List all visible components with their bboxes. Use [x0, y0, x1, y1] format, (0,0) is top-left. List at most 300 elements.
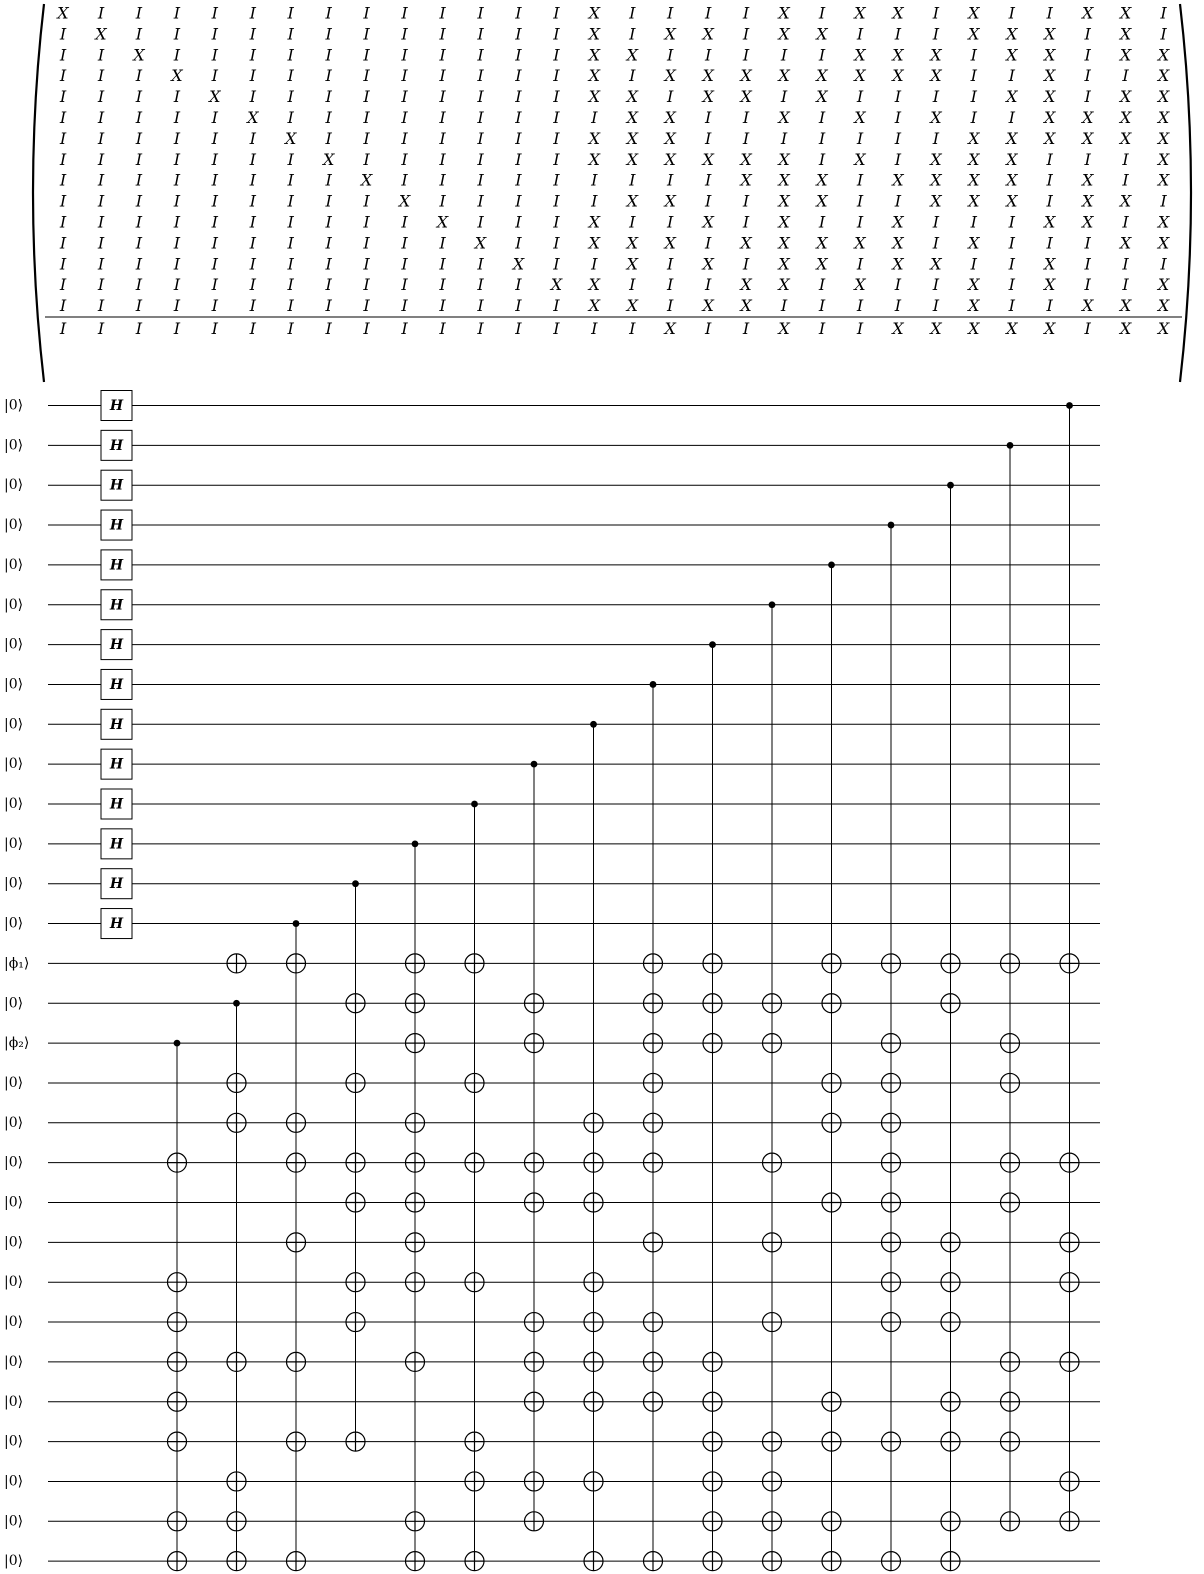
cnot-target	[465, 1153, 484, 1172]
cnot-target	[584, 1193, 603, 1212]
matrix-entry: X	[588, 275, 600, 295]
control-dot	[590, 721, 597, 728]
matrix-entry: X	[892, 170, 904, 190]
matrix-entry: I	[249, 87, 256, 107]
matrix-entry: I	[818, 296, 826, 316]
matrix-entry: I	[401, 296, 408, 316]
matrix-entry: I	[59, 87, 67, 107]
matrix-entry: X	[930, 149, 942, 169]
matrix-entry: I	[97, 191, 105, 211]
matrix-entry: I	[970, 45, 977, 65]
matrix-entry: I	[173, 170, 181, 190]
matrix-entry: I	[287, 149, 294, 169]
wire-label: |0⟩	[4, 556, 24, 573]
wire-label: |0⟩	[4, 1473, 24, 1490]
matrix-entry: I	[211, 296, 218, 316]
control-dot	[888, 522, 895, 529]
matrix-entry: I	[970, 212, 977, 232]
matrix-entry: I	[1046, 191, 1053, 211]
control-dot	[1066, 402, 1073, 409]
cnot-target	[346, 1073, 365, 1092]
matrix-entry: X	[360, 170, 373, 190]
matrix-entry: X	[1119, 296, 1132, 316]
matrix-entry: I	[363, 149, 370, 169]
wire-label: |0⟩	[4, 1513, 24, 1530]
matrix-entry: X	[57, 3, 69, 23]
matrix-entry: X	[740, 275, 752, 295]
matrix-entry: X	[1006, 87, 1018, 107]
matrix-entry: I	[59, 24, 67, 44]
matrix-entry: X	[1157, 212, 1170, 232]
matrix-entry: I	[515, 45, 522, 65]
wire-label: |0⟩	[4, 1353, 24, 1370]
matrix-entry: I	[553, 128, 560, 148]
hadamard-label: H	[109, 836, 124, 853]
matrix-entry: I	[211, 191, 218, 211]
cnot-target	[882, 1113, 901, 1132]
wire-label: |0⟩	[4, 915, 24, 932]
matrix-entry: I	[515, 191, 522, 211]
matrix-entry: I	[173, 319, 181, 338]
matrix-entry: I	[477, 191, 484, 211]
wire-label: |0⟩	[4, 437, 24, 454]
cnot-target	[644, 1552, 663, 1571]
wire-label: |0⟩	[4, 1194, 24, 1211]
matrix-entry: X	[398, 191, 411, 211]
cnot-target	[525, 1153, 544, 1172]
matrix-entry: I	[325, 319, 332, 338]
cnot-target	[703, 1034, 722, 1053]
matrix-entry: X	[778, 275, 790, 295]
cnot-target	[465, 1552, 484, 1571]
matrix-entry: I	[970, 87, 977, 107]
matrix-entry: X	[1157, 108, 1170, 127]
matrix-entry: I	[818, 108, 826, 127]
matrix-entry: X	[778, 233, 790, 253]
matrix-entry: I	[287, 170, 294, 190]
matrix-entry: I	[173, 254, 181, 274]
matrix-entry: X	[968, 128, 980, 148]
matrix-entry: I	[59, 66, 67, 86]
matrix-entry: I	[1008, 275, 1015, 295]
matrix-entry: I	[325, 296, 332, 316]
matrix-entry: I	[553, 296, 560, 316]
matrix-entry: I	[477, 296, 484, 316]
matrix-entry: I	[667, 254, 674, 274]
control-dot	[828, 562, 835, 569]
matrix-entry: I	[211, 212, 218, 232]
hadamard-label: H	[109, 876, 124, 893]
cnot-target	[525, 994, 544, 1013]
matrix-entry: X	[930, 45, 942, 65]
matrix-entry: X	[1082, 191, 1094, 211]
matrix-entry: I	[705, 275, 712, 295]
wire-label: |0⟩	[4, 1234, 24, 1251]
hadamard-label: H	[109, 477, 124, 494]
matrix-entry: X	[854, 45, 866, 65]
matrix-entry: I	[477, 149, 484, 169]
matrix-entry: X	[1119, 108, 1132, 127]
matrix-entry: I	[1122, 66, 1129, 86]
cnot-target	[1001, 1352, 1020, 1371]
matrix-entry: I	[173, 87, 181, 107]
matrix-entry: X	[892, 3, 904, 23]
wire-label: |0⟩	[4, 756, 24, 773]
matrix-entry: I	[97, 212, 105, 232]
matrix-entry: I	[477, 45, 484, 65]
matrix-entry: I	[211, 170, 218, 190]
matrix-entry: X	[968, 3, 980, 23]
matrix-entry: X	[1044, 108, 1056, 127]
cnot-target	[584, 1472, 603, 1491]
matrix-entry: I	[553, 254, 560, 274]
matrix-entry: I	[97, 170, 105, 190]
matrix-entry: X	[1044, 24, 1056, 44]
matrix-entry: I	[325, 45, 332, 65]
cnot-target	[346, 1153, 365, 1172]
matrix-entry: X	[854, 3, 866, 23]
cnot-target	[763, 1472, 782, 1491]
matrix-entry: I	[211, 45, 218, 65]
wire-label: |0⟩	[4, 1553, 24, 1570]
matrix-entry: I	[477, 87, 484, 107]
cnot-target	[584, 1313, 603, 1332]
matrix-entry: I	[59, 170, 67, 190]
wire-label: |0⟩	[4, 796, 24, 812]
cnot-target	[406, 1552, 425, 1571]
matrix-entry: I	[818, 275, 826, 295]
matrix-entry: I	[97, 108, 105, 127]
matrix-entry: I	[173, 3, 181, 23]
matrix-entry: I	[515, 108, 522, 127]
matrix-entry: I	[325, 275, 332, 295]
matrix-entry: I	[1008, 108, 1015, 127]
cnot-target	[168, 1552, 187, 1571]
matrix-entry: I	[1084, 24, 1091, 44]
matrix-entry: I	[667, 212, 674, 232]
cnot-target	[584, 1352, 603, 1371]
cnot-target	[941, 1233, 960, 1252]
matrix-entry: I	[932, 275, 940, 295]
matrix-entry: I	[553, 319, 560, 338]
cnot-target	[1060, 1233, 1079, 1252]
matrix-entry: I	[856, 212, 864, 232]
matrix-entry: X	[1119, 24, 1132, 44]
matrix-entry: X	[968, 319, 980, 338]
matrix-entry: X	[1157, 275, 1170, 295]
matrix-entry: I	[59, 128, 67, 148]
control-dot	[233, 1000, 240, 1007]
matrix-entry: X	[778, 108, 790, 127]
matrix-entry: I	[553, 233, 560, 253]
matrix-entry: X	[171, 66, 183, 86]
control-dot	[709, 641, 716, 648]
cnot-target	[644, 1233, 663, 1252]
matrix-entry: X	[588, 296, 600, 316]
cnot-target	[941, 1432, 960, 1451]
matrix-entry: X	[702, 212, 714, 232]
matrix-entry: I	[705, 128, 712, 148]
matrix-entry: X	[1044, 66, 1056, 86]
matrix-entry: X	[664, 191, 676, 211]
matrix-entry: I	[249, 66, 256, 86]
cnot-target	[584, 1273, 603, 1292]
matrix-entry: I	[629, 275, 636, 295]
matrix-entry: I	[439, 149, 446, 169]
matrix-entry: I	[135, 87, 143, 107]
cnot-target	[1060, 1472, 1079, 1491]
cnot-target	[1001, 1034, 1020, 1053]
matrix-entry: I	[59, 233, 67, 253]
matrix-entry: I	[515, 296, 522, 316]
cnot-target	[822, 1552, 841, 1571]
matrix-entry: I	[629, 3, 636, 23]
matrix-entry: X	[323, 149, 335, 169]
matrix-entry: I	[325, 87, 332, 107]
matrix-entry: I	[363, 319, 370, 338]
matrix-entry: I	[439, 296, 446, 316]
matrix-entry: X	[816, 254, 828, 274]
matrix-entry: I	[894, 87, 902, 107]
cnot-target	[525, 1512, 544, 1531]
matrix-entry: I	[173, 128, 181, 148]
matrix-entry: X	[816, 170, 828, 190]
cnot-target	[1001, 1193, 1020, 1212]
cnot-target	[465, 1273, 484, 1292]
matrix-entry: X	[702, 149, 714, 169]
matrix-entry: I	[249, 319, 256, 338]
matrix-entry: I	[287, 66, 294, 86]
cnot-target	[227, 1073, 246, 1092]
matrix-entry: X	[550, 275, 563, 295]
cnot-target	[227, 1552, 246, 1571]
matrix-entry: I	[856, 24, 864, 44]
matrix-entry: X	[436, 212, 449, 232]
matrix-entry: I	[59, 254, 67, 274]
matrix-entry: I	[173, 212, 181, 232]
wire-label: |0⟩	[4, 875, 24, 892]
matrix-entry: I	[439, 24, 446, 44]
cnot-target	[465, 954, 484, 973]
wire-label: |0⟩	[4, 1433, 24, 1450]
matrix-entry: I	[477, 212, 484, 232]
cnot-target	[287, 1432, 306, 1451]
matrix-entry: X	[702, 66, 714, 86]
cnot-target	[525, 1034, 544, 1053]
matrix-entry: I	[401, 45, 408, 65]
cnot-target	[1060, 1512, 1079, 1531]
cnot-target	[406, 994, 425, 1013]
cnot-target	[346, 1432, 365, 1451]
matrix-entry: I	[287, 45, 294, 65]
matrix-entry: X	[1157, 45, 1170, 65]
cnot-target	[465, 1432, 484, 1451]
matrix-entry: X	[588, 212, 600, 232]
matrix-entry: I	[439, 191, 446, 211]
matrix-entry: I	[932, 212, 940, 232]
matrix-entry: X	[95, 24, 107, 44]
cnot-target	[465, 1472, 484, 1491]
matrix-entry: X	[626, 191, 638, 211]
matrix-entry: I	[515, 233, 522, 253]
cnot-target	[406, 1193, 425, 1212]
matrix-entry: I	[211, 24, 218, 44]
cnot-target	[525, 1193, 544, 1212]
matrix-entry: X	[626, 233, 638, 253]
matrix-entry: I	[477, 24, 484, 44]
matrix-entry: I	[742, 3, 750, 23]
cnot-target	[406, 1512, 425, 1531]
cnot-target	[941, 1392, 960, 1411]
matrix-entry: X	[664, 149, 676, 169]
matrix-entry: I	[325, 233, 332, 253]
matrix-entry: I	[629, 24, 636, 44]
matrix-entry: I	[401, 128, 408, 148]
matrix-entry: X	[1082, 128, 1094, 148]
matrix-entry: I	[667, 45, 674, 65]
matrix-entry: I	[97, 45, 105, 65]
cnot-target	[406, 1233, 425, 1252]
matrix-entry: I	[59, 212, 67, 232]
matrix-entry: I	[249, 212, 256, 232]
matrix-entry: I	[818, 212, 826, 232]
matrix-entry: I	[553, 191, 560, 211]
matrix-entry: X	[133, 45, 145, 65]
cnot-target	[763, 1432, 782, 1451]
matrix-entry: I	[97, 233, 105, 253]
wire-label: |0⟩	[4, 517, 24, 534]
matrix-entry: I	[1122, 254, 1129, 274]
wire-label: |0⟩	[4, 477, 24, 494]
matrix-entry: I	[97, 275, 105, 295]
hadamard-label: H	[109, 517, 124, 534]
wire-label: |0⟩	[4, 1274, 24, 1291]
matrix-entry: I	[97, 296, 105, 316]
matrix-entry: I	[780, 45, 788, 65]
matrix-entry: I	[97, 87, 105, 107]
matrix-entry: X	[1157, 296, 1170, 316]
matrix-entry: X	[778, 319, 790, 338]
cnot-target	[763, 1552, 782, 1571]
matrix-entry: I	[1084, 254, 1091, 274]
matrix-entry: I	[59, 319, 67, 338]
matrix-entry: I	[135, 191, 143, 211]
matrix-entry: X	[702, 87, 714, 107]
matrix-entry: X	[1119, 128, 1132, 148]
matrix-entry: X	[1044, 212, 1056, 232]
matrix-entry: I	[705, 233, 712, 253]
cnot-target	[1060, 954, 1079, 973]
cnot-target	[763, 1233, 782, 1252]
matrix-entry: X	[588, 87, 600, 107]
matrix-entry: X	[740, 66, 752, 86]
matrix-entry: I	[515, 66, 522, 86]
matrix-entry: X	[968, 191, 980, 211]
matrix-entry: I	[1008, 66, 1015, 86]
matrix-entry: I	[363, 233, 370, 253]
matrix-entry: I	[1084, 87, 1091, 107]
wire-label: |0⟩	[4, 835, 24, 852]
matrix-entry: X	[512, 254, 525, 274]
matrix-entry: X	[1119, 319, 1132, 338]
matrix-entry: I	[325, 170, 332, 190]
cnot-target	[406, 1273, 425, 1292]
matrix-entry: I	[401, 87, 408, 107]
matrix-entry: I	[591, 191, 598, 211]
cnot-target	[763, 1034, 782, 1053]
cnot-target	[525, 1392, 544, 1411]
matrix-entry: I	[1046, 3, 1053, 23]
matrix-entry: I	[780, 128, 788, 148]
matrix-entry: X	[626, 128, 638, 148]
matrix-entry: X	[664, 66, 676, 86]
matrix-entry: X	[1006, 24, 1018, 44]
matrix-entry: I	[818, 45, 826, 65]
cnot-target	[227, 1512, 246, 1531]
matrix-entry: I	[477, 3, 484, 23]
control-dot	[1007, 442, 1014, 449]
matrix-entry: I	[211, 128, 218, 148]
matrix-entry: X	[626, 149, 638, 169]
matrix-entry: X	[1044, 87, 1056, 107]
matrix-entry: I	[553, 149, 560, 169]
matrix-entry: X	[930, 108, 942, 127]
matrix-entry: I	[211, 66, 218, 86]
matrix-entry: I	[856, 87, 864, 107]
matrix-entry: I	[59, 45, 67, 65]
hadamard-label: H	[109, 398, 124, 414]
cnot-target	[287, 1552, 306, 1571]
hadamard-label: H	[109, 437, 124, 454]
matrix-entry: I	[742, 24, 750, 44]
matrix-entry: I	[97, 66, 105, 86]
matrix-entry: I	[515, 3, 522, 23]
matrix-entry: I	[1084, 149, 1091, 169]
cnot-target	[882, 1034, 901, 1053]
cnot-target	[525, 1472, 544, 1491]
matrix-entry: I	[477, 319, 484, 338]
matrix-entry: I	[742, 45, 750, 65]
matrix-entry: I	[515, 24, 522, 44]
cnot-target	[882, 1552, 901, 1571]
cnot-target	[703, 1552, 722, 1571]
cnot-target	[882, 1432, 901, 1451]
matrix-entry: X	[1157, 128, 1170, 148]
matrix-entry: I	[439, 275, 446, 295]
matrix-entry: I	[363, 275, 370, 295]
matrix-entry: I	[553, 108, 560, 127]
matrix-entry: I	[249, 24, 256, 44]
matrix-entry: I	[363, 3, 370, 23]
matrix-entry: I	[477, 66, 484, 86]
matrix-entry: I	[401, 170, 408, 190]
matrix-entry: I	[401, 254, 408, 274]
cnot-target	[882, 954, 901, 973]
matrix-entry: X	[892, 66, 904, 86]
control-dot	[471, 801, 478, 808]
matrix-entry: I	[173, 191, 181, 211]
matrix-entry: X	[740, 87, 752, 107]
matrix-entry: I	[211, 319, 218, 338]
matrix-entry: X	[740, 170, 752, 190]
matrix-entry: X	[854, 275, 866, 295]
matrix-entry: I	[401, 66, 408, 86]
matrix-entry: I	[249, 254, 256, 274]
cnot-target	[1060, 1273, 1079, 1292]
matrix-entry: I	[591, 170, 598, 190]
matrix-entry: I	[135, 170, 143, 190]
matrix-entry: I	[1122, 275, 1129, 295]
